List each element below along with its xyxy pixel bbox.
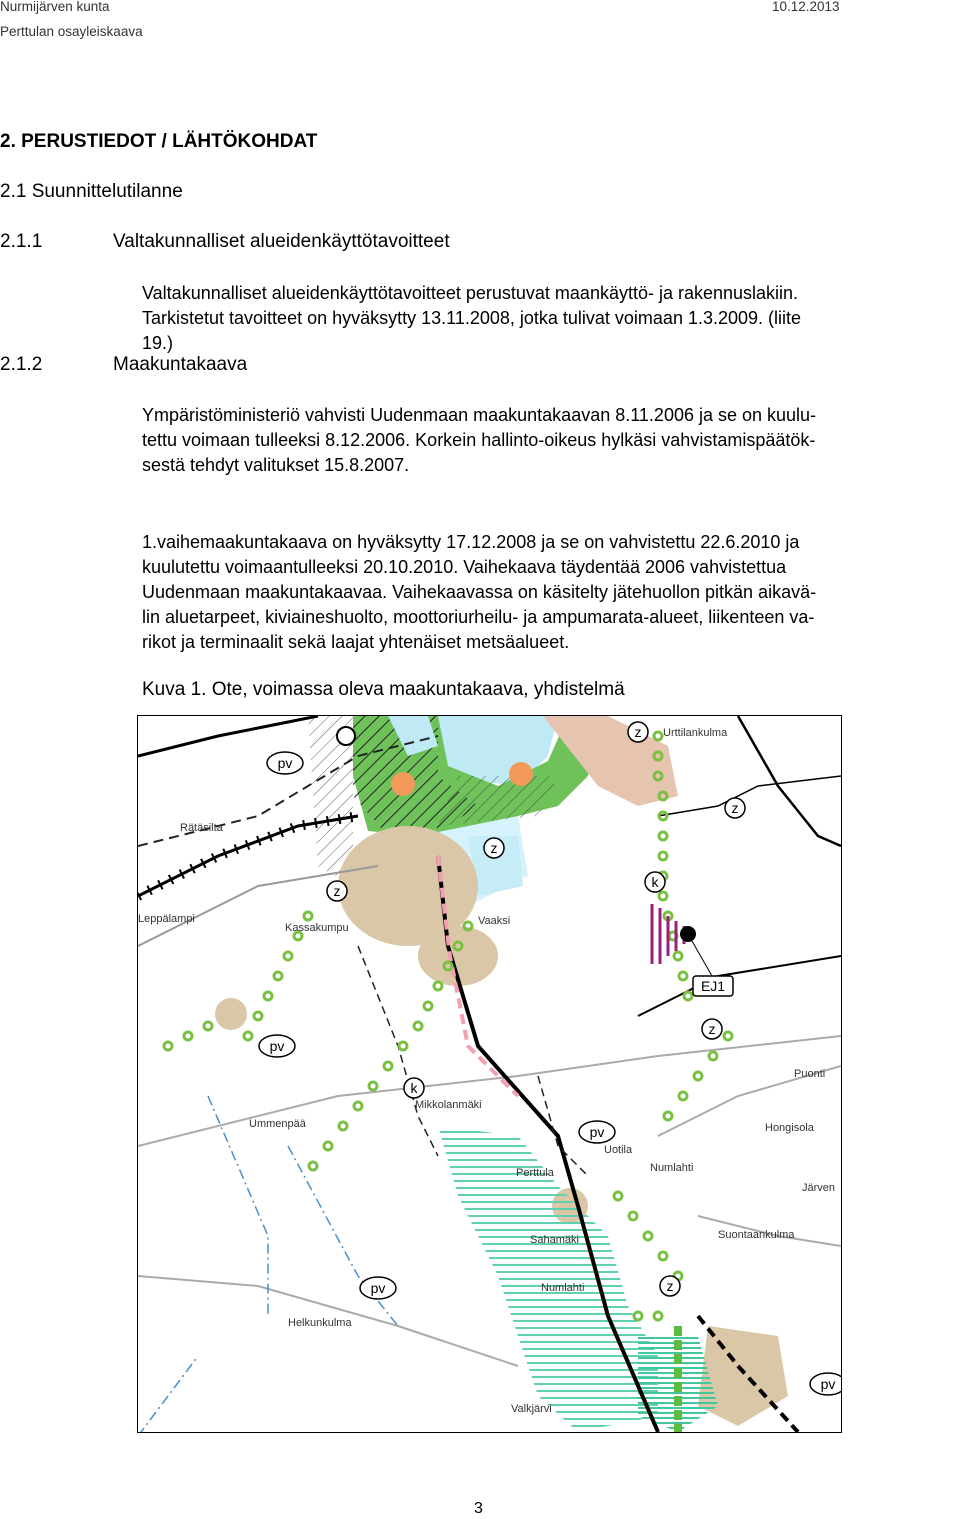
section-title: 2. PERUSTIEDOT / LÄHTÖKOHDAT [0, 131, 318, 152]
map-drawing [138, 716, 841, 1432]
svg-text:Leppälampi: Leppälampi [138, 913, 195, 925]
svg-text:Helkunkulma: Helkunkulma [288, 1317, 352, 1329]
text-line: Valtakunnalliset alueidenkäyttötavoitteet perustuvat maankäyttö- ja rakennuslakiin. [142, 283, 799, 303]
svg-text:Rätäsilta: Rätäsilta [180, 822, 223, 834]
section-number-212: 2.1.2 [0, 354, 43, 375]
svg-text:Numlahti: Numlahti [541, 1282, 585, 1294]
z-symbol [327, 881, 347, 901]
svg-text:EJ1: EJ1 [700, 978, 726, 994]
paragraph-211 [142, 281, 960, 356]
svg-text:Numlahti: Numlahti [650, 1162, 694, 1174]
svg-text:Suontaankulma: Suontaankulma [718, 1229, 795, 1241]
text-line: Ympäristöministeriö vahvisti Uudenmaan maakuntakaavan 8.11.2006 ja se on kuulu- [142, 405, 817, 425]
svg-text:z: z [731, 800, 739, 816]
text-line: tettu voimaan tulleeksi 8.12.2006. Korkein hallinto-oikeus hylkäsi vahvistamispäätök- [142, 430, 816, 450]
svg-text:k: k [651, 874, 659, 890]
text-line: rikot ja terminaalit sekä laajat yhtenäiset metsäalueet. [142, 632, 570, 652]
svg-text:z: z [666, 1278, 674, 1294]
figure-caption: Kuva 1. Ote, voimassa oleva maakuntakaava, yhdistelmä [142, 679, 625, 700]
z-symbol [702, 1019, 722, 1039]
regional-plan-map [137, 715, 842, 1433]
svg-text:Mikkolanmäki: Mikkolanmäki [415, 1099, 482, 1111]
svg-text:Uotila: Uotila [604, 1144, 633, 1156]
pv-symbol [267, 752, 303, 774]
text-line: Uudenmaan maakuntakaavaa. Vaihekaavassa on käsitelty jätehuollon pitkän aikavä- [142, 582, 817, 602]
svg-text:Järven: Järven [802, 1182, 836, 1194]
svg-text:Hongisola: Hongisola [765, 1122, 814, 1134]
text-line: 1.vaihemaakuntakaava on hyväksytty 17.12.2008 ja se on vahvistettu 22.6.2010 ja [142, 532, 800, 552]
svg-text:pv: pv [589, 1124, 605, 1140]
page-number: 3 [474, 1500, 483, 1517]
pv-symbol [810, 1373, 841, 1395]
svg-text:pv: pv [277, 755, 293, 771]
text-line: sestä tehdyt valitukset 15.8.2007. [142, 455, 410, 475]
text-line: 19.) [142, 333, 174, 353]
header-date: 10.12.2013 [772, 0, 840, 14]
svg-text:k: k [410, 1080, 418, 1096]
z-symbol [484, 838, 504, 858]
header-municipality: Nurmijärven kunta [0, 0, 110, 14]
k-symbol [645, 872, 665, 892]
pv-symbol [360, 1277, 396, 1299]
k-symbol [404, 1078, 424, 1098]
z-symbol [628, 722, 648, 742]
paragraph-212-1 [142, 403, 960, 478]
svg-text:Valkjärvi: Valkjärvi [511, 1403, 552, 1415]
svg-text:Perttula: Perttula [516, 1167, 554, 1179]
z-symbol [725, 798, 745, 818]
text-line: Tarkistetut tavoitteet on hyväksytty 13.11.2008, jotka tulivat voimaan 1.3.2009. (liite [142, 308, 802, 328]
header-plan-name: Perttulan osayleiskaava [0, 24, 143, 39]
section-number-211: 2.1.1 [0, 231, 43, 252]
svg-text:Kassakumpu: Kassakumpu [285, 922, 349, 934]
svg-text:pv: pv [370, 1280, 386, 1296]
svg-text:z: z [634, 724, 642, 740]
pv-symbol [259, 1035, 295, 1057]
svg-text:Urttilankulma: Urttilankulma [663, 727, 728, 739]
svg-text:z: z [333, 883, 341, 899]
z-symbol [660, 1276, 680, 1296]
svg-text:Sahamäki: Sahamäki [530, 1234, 579, 1246]
text-line: kuulutettu voimaantulleeksi 20.10.2010. Vaihekaava täydentää 2006 vahvistettua [142, 557, 787, 577]
svg-text:Vaaksi: Vaaksi [478, 915, 511, 927]
orange-point [509, 762, 533, 786]
svg-text:z: z [708, 1021, 716, 1037]
pv-symbol [579, 1121, 615, 1143]
svg-text:z: z [490, 840, 498, 856]
subsection-title: 2.1 Suunnittelutilanne [0, 181, 183, 202]
section-heading-211: Valtakunnalliset alueidenkäyttötavoitteet [113, 231, 450, 252]
text-line: lin aluetarpeet, kiviaineshuolto, moottoriurheilu- ja ampumarata-alueet, liikenteen va- [142, 607, 815, 627]
svg-text:Puonti: Puonti [794, 1068, 826, 1080]
svg-text:Ummenpää: Ummenpää [249, 1118, 306, 1130]
svg-text:pv: pv [820, 1376, 836, 1392]
svg-text:pv: pv [269, 1038, 285, 1054]
section-heading-212: Maakuntakaava [113, 354, 248, 375]
paragraph-212-2 [142, 530, 960, 655]
orange-point [391, 772, 415, 796]
ej1-symbol [693, 976, 733, 996]
